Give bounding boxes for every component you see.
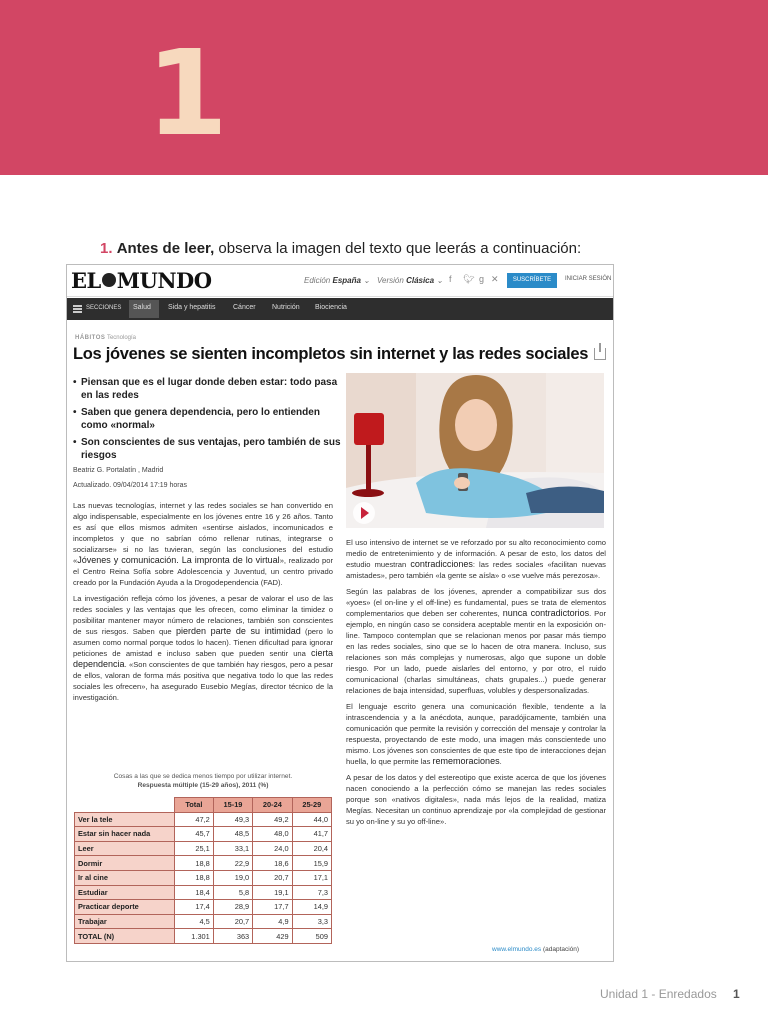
table-cell: 33,1 — [213, 841, 252, 856]
nav-sections[interactable]: SECCIONES — [86, 305, 122, 311]
instruction-bold: Antes de leer, — [116, 240, 215, 257]
twitter-icon[interactable]: 🐦︎ — [463, 274, 475, 284]
globe-icon — [102, 273, 116, 287]
table-cell: 363 — [213, 929, 252, 944]
download-icon[interactable] — [594, 348, 606, 360]
table-cell: 48,5 — [213, 827, 252, 842]
row-label: Estar sin hacer nada — [75, 827, 175, 842]
exercise-instruction — [100, 240, 581, 257]
page-number: 1 — [733, 987, 740, 1001]
table-cell: 47,2 — [175, 812, 214, 827]
table-corner — [75, 798, 175, 813]
nav-item-salud[interactable]: Salud — [133, 304, 151, 311]
table-cell: 5,8 — [213, 885, 252, 900]
table-cell: 48,0 — [253, 827, 292, 842]
table-cell: 20,4 — [292, 841, 331, 856]
subscribe-button[interactable]: SUSCRÍBETE — [507, 273, 557, 288]
highlight-item: • Piensan que es el lugar donde deben estar: todo pasa en las redes — [73, 376, 341, 402]
row-label: Ir al cine — [75, 870, 175, 885]
article-highlights — [73, 376, 341, 466]
table-cell: 15,9 — [292, 856, 331, 871]
table-cell: 1.301 — [175, 929, 214, 944]
data-table — [74, 797, 332, 944]
article-photo — [346, 373, 604, 528]
paragraph: A pesar de los datos y del estereotipo que existe acerca de que los jóvenes nacen conociendo a la perfección cómo se manejan las redes sociales porque son «nativos digitales», nada más lejos de la realidad, matiza Megías. Necesitan un continuo aprendizaje por «la complejidad de gestionar su yo on-line y su yo off-line». — [346, 773, 606, 826]
table-cell: 19,1 — [253, 885, 292, 900]
table-cell: 25,1 — [175, 841, 214, 856]
table-cell: 49,2 — [253, 812, 292, 827]
source-link[interactable]: www.elmundo.es — [492, 946, 542, 953]
facebook-icon[interactable]: f — [449, 274, 452, 284]
row-label: Leer — [75, 841, 175, 856]
table-cell: 44,0 — [292, 812, 331, 827]
paragraph: El lenguaje escrito genera una comunicación flexible, tendente a la intrascendencia y a la anécdota, aunque, paradójicamente, también una comunicación que permite la revisión y corrección del mensaje y controlar la respuesta, proyectando de este modo, una imagen más conscientede uno mismo. Los jóvenes son conscientes de que este tipo de interacciones dejan huella, lo que permite las rememoraciones. — [346, 702, 606, 766]
chapter-banner — [0, 0, 768, 175]
column-header: Total — [175, 798, 214, 813]
row-label: Ver la tele — [75, 812, 175, 827]
table-cell: 18,4 — [175, 885, 214, 900]
login-link[interactable]: INICIAR SESIÓN — [565, 276, 612, 282]
article-kicker: HÁBITOS Tecnología — [75, 335, 136, 341]
table-row — [75, 929, 332, 944]
close-icon[interactable]: ✕ — [491, 274, 499, 284]
table-cell: 22,9 — [213, 856, 252, 871]
article-byline: Beatriz G. Portalatín , Madrid — [73, 467, 164, 474]
table-cell: 3,3 — [292, 914, 331, 929]
table-cell: 17,4 — [175, 900, 214, 915]
table-row — [75, 900, 332, 915]
table-cell: 18,8 — [175, 856, 214, 871]
paragraph: El uso intensivo de internet se ve reforzado por su alto reconocimiento como medio de entretenimiento y de información. A pesar de esto, los datos del estudio muestran contradicciones: las redes sociales «facilitan nuevas amistades», pero también «la gente se aísla» o «se vuelve más perezosa». — [346, 538, 606, 580]
row-label: Estudiar — [75, 885, 175, 900]
nav-item-sida[interactable]: Sida y hepatitis — [168, 304, 216, 311]
table-cell: 49,3 — [213, 812, 252, 827]
page-footer — [600, 987, 740, 1001]
table-cell: 20,7 — [213, 914, 252, 929]
column-header: 20-24 — [253, 798, 292, 813]
table-cell: 14,9 — [292, 900, 331, 915]
table-row — [75, 812, 332, 827]
logo-left: EL — [71, 268, 101, 293]
unit-label: Unidad 1 - Enredados — [600, 987, 717, 1001]
table-caption: Cosas a las que se dedica menos tiempo por utilizar internet. Respuesta múltiple (15-29 años), 2011 (%) — [113, 773, 293, 789]
table-cell: 509 — [292, 929, 331, 944]
version-selector[interactable]: Versión Clásica ⌄ — [377, 276, 444, 285]
column-header: 25-29 — [292, 798, 331, 813]
chapter-number: 1 — [146, 24, 229, 162]
chevron-down-icon: ⌄ — [436, 276, 444, 285]
table-cell: 429 — [253, 929, 292, 944]
article-updated: Actualizado. 09/04/2014 17:19 horas — [73, 482, 188, 489]
logo-right: MUNDO — [116, 268, 212, 293]
exercise-number: 1. — [100, 240, 113, 257]
table-row — [75, 870, 332, 885]
nav-item-cancer[interactable]: Cáncer — [233, 304, 256, 311]
table-cell: 24,0 — [253, 841, 292, 856]
row-label: TOTAL (N) — [75, 929, 175, 944]
google-plus-icon[interactable]: g — [479, 274, 485, 284]
newspaper-clipping — [66, 264, 614, 962]
row-label: Practicar deporte — [75, 900, 175, 915]
table-row — [75, 885, 332, 900]
table-cell: 18,8 — [175, 870, 214, 885]
row-label: Dormir — [75, 856, 175, 871]
column-header: 15-19 — [213, 798, 252, 813]
table-cell: 41,7 — [292, 827, 331, 842]
left-column — [73, 500, 333, 708]
table-cell: 17,7 — [253, 900, 292, 915]
edition-selector[interactable]: Edición España ⌄ — [304, 276, 370, 285]
source-note: (adaptación) — [541, 946, 580, 953]
highlight-item: • Saben que genera dependencia, pero lo entienden como «normal» — [73, 406, 341, 432]
table-cell: 19,0 — [213, 870, 252, 885]
article-source — [492, 946, 579, 953]
chevron-down-icon: ⌄ — [363, 276, 370, 285]
nav-item-nutricion[interactable]: Nutrición — [272, 304, 300, 311]
paragraph: La investigación refleja cómo los jóvenes, a pesar de valorar el uso de las redes sociales y las ventajas que les ofrecen, como eliminar la timidez o posibilitar mantener mayor número de relaciones, también son conscientes de sus riesgos. Saben que pierden parte de su intimidad (pero lo asumen como normal porque todos lo hacen). Tienen dificultad para ignorar peticiones de amistad e incluso saben que pueden sentir una cierta dependencia. «Son conscientes de que también hay riesgos, pero a pesar de ellos, valoran de forma más positiva que negativa todo lo que las redes sociales les ofrecen», ha asegurado Eusebio Megías, director técnico de la investigación. — [73, 594, 333, 702]
table-row — [75, 914, 332, 929]
highlight-item: • Son conscientes de sus ventajas, pero también de sus riesgos — [73, 436, 341, 462]
table-cell: 45,7 — [175, 827, 214, 842]
paragraph: Según las palabras de los jóvenes, aprender a compatibilizar sus dos «yoes» (el on-line y el off-line) es fundamental, pues se trata de elementos complementarios que deben ser coherentes, nunca contradictorios. Por ejemplo, en ningún caso se considera aceptable mentir en la exposición on-line. Tampoco contemplan que se relacionan menos por pasar más tiempo en las redes sociales, sino que se lo hacen de otra manera. Incluso, sus relaciones son más complejas y numerosas, algo que supone un doble riesgo. Por un lado, puede aislarles del entorno, y por otro, el ruido comunicacional (charlas simultáneas, chats grupales...) puede generar relaciones de baja intensidad, superfluas, volubles y despersonalizadas. — [346, 587, 606, 695]
menu-icon[interactable] — [73, 305, 82, 313]
table-cell: 20,7 — [253, 870, 292, 885]
table-cell: 4,5 — [175, 914, 214, 929]
table-header-row — [75, 798, 332, 813]
table-cell: 28,9 — [213, 900, 252, 915]
table-row — [75, 827, 332, 842]
right-column — [346, 537, 606, 832]
table-cell: 7,3 — [292, 885, 331, 900]
paragraph: Las nuevas tecnologías, internet y las redes sociales se han convertido en algo indispensable, especialmente en los jóvenes entre 16 y 26 años. Tanto es así que ellos mismos admiten «sentirse aislados, incomunicados e incompletos y que no sabrían cómo rellenar rutinas, integrarse o socializarse» si no las tuvieran, según las conclusiones del estudio «Jóvenes y comunicación. La impronta de lo virtual», realizado por el Centro Reina Sofía sobre Adolescencia y Juventud, un centro privado creado por la Fundación Ayuda a la Drogodependencia (FAD). — [73, 501, 333, 587]
table-cell: 18,6 — [253, 856, 292, 871]
table-row — [75, 841, 332, 856]
nav-item-biociencia[interactable]: Biociencia — [315, 304, 347, 311]
table-cell: 17,1 — [292, 870, 331, 885]
table-cell: 4,9 — [253, 914, 292, 929]
table-row — [75, 856, 332, 871]
row-label: Trabajar — [75, 914, 175, 929]
instruction-text: observa la imagen del texto que leerás a continuación: — [214, 240, 582, 257]
masthead — [67, 265, 613, 297]
section-nav — [67, 298, 613, 320]
article-headline: Los jóvenes se sienten incompletos sin internet y las redes sociales — [73, 345, 606, 364]
el-mundo-logo — [71, 268, 212, 293]
